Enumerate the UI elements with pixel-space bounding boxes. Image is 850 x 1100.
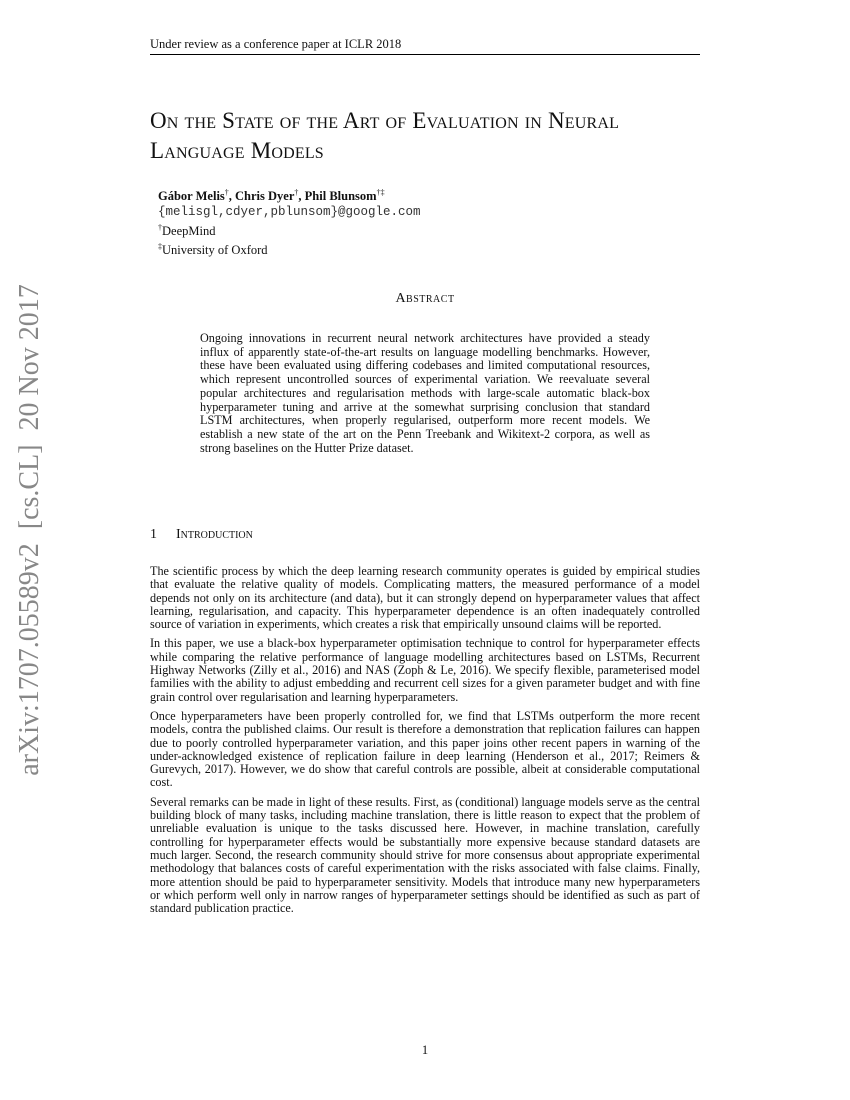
author-email: {melisgl,cdyer,pblunsom}@google.com [158, 205, 421, 220]
affiliation: ‡University of Oxford [158, 242, 268, 258]
affiliation: †DeepMind [158, 223, 216, 239]
author-mark: † [294, 188, 299, 197]
page-number: 1 [421, 1043, 429, 1057]
paragraph: Once hyperparameters have been properly controlled for, we find that LSTMs outperform the more recent models, contra the published claims. Our result is therefore a demonstration that replication failures can happen due to poorly controlled hyperparameter variation, and this paper joins other recent papers in warning of the under-acknowledged existence of replication failure in deep learning (Henderson et al., 2017; Reimers & Gurevych, 2017). However, we do show that careful controls are possible, albeit at considerable computational cost. [150, 708, 700, 790]
author: Phil Blunsom [304, 189, 377, 204]
abstract-heading: Abstract [395, 291, 455, 306]
section-heading: 1 Introduction [150, 527, 253, 542]
author-mark: †‡ [376, 188, 385, 197]
paragraph: In this paper, we use a black-box hyperparameter optimisation technique to control for hyperparameter effects while comparing the relative performance of language modelling architectures based on LSTMs, Recurrent Highway Networks (Zilly et al., 2016) and NAS (Zoph & Le, 2016). We specify flexible, parameterised model families with the ability to adjust embedding and recurrent cell sizes for a given parameter budget and with fine grain control over regularisation and learning hyperparameters. [150, 636, 700, 704]
body-text [150, 565, 700, 921]
paragraph: Several remarks can be made in light of these results. First, as (conditional) language models serve as the central building block of many tasks, including machine translation, there is little reason to expect that the problem of unreliable evaluation is unique to the tasks discussed here. However, in machine translation, carefully controlling for hyperparameter effects would be substantially more expensive because standard datasets are much larger. Second, the research community should strive for more consensus about appropriate experimental methodology that balances costs of careful experimentation with the risks associated with false claims. Finally, more attention should be paid to hyperparameter sensitivity. Models that introduce many new hyperparameters or which perform well only in narrow ranges of hyperparameter settings should be identified as such as part of standard publication practice. [150, 794, 700, 916]
arxiv-stamp: arXiv:1707.05589v2 [cs.CL] 20 Nov 2017 [14, 284, 45, 776]
abstract-text: Ongoing innovations in recurrent neural network architectures have provided a steady influx of apparently state-of-the-art results on language modelling benchmarks. However, these have been evaluated using differing codebases and limited computational resources, which represent uncontrolled sources of experimental variation. We reevaluate several popular architectures and regularisation methods with large-scale automatic black-box hyperparameter tuning and arrive at the somewhat surprising conclusion that standard LSTM architectures, when properly regularised, outperform more recent models. We establish a new state of the art on the Penn Treebank and Wikitext-2 corpora, as well as strong baselines on the Hutter Prize dataset. [200, 331, 650, 455]
author-block [158, 185, 421, 258]
author: Chris Dyer [235, 189, 295, 204]
header-rule [150, 54, 700, 55]
author-names: Gábor Melis†, Chris Dyer†, Phil Blunsom†‡ [158, 188, 385, 204]
author: Gábor Melis [158, 189, 225, 204]
paragraph: The scientific process by which the deep learning research community operates is guided by empirical studies that evaluate the relative quality of models. Complicating matters, the measured performance of a model depends not only on its architecture (and data), but it can strongly depend on hyperparameter values that affect learning, regularisation, and capacity. This hyperparameter dependence is an often inadequately controlled source of variation in experiments, which creates a risk that empirically unsound claims will be reported. [150, 564, 700, 632]
running-header: Under review as a conference paper at ICLR 2018 [150, 37, 402, 51]
author-mark: † [224, 188, 229, 197]
paper-title: On the State of the Art of Evaluation in Neural Language Models [150, 108, 620, 163]
